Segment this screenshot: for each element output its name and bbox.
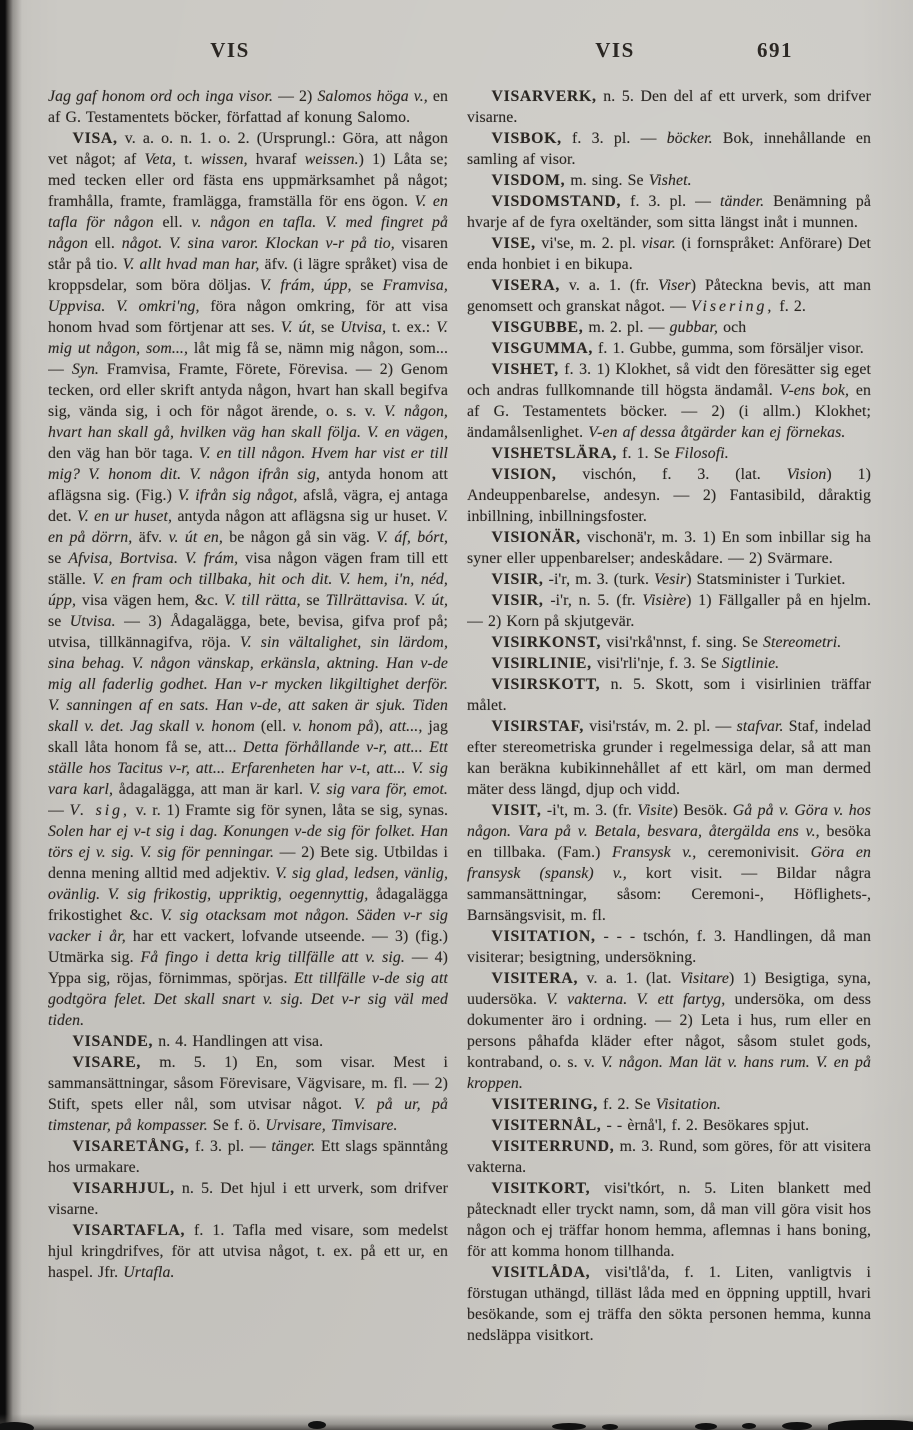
text-segment: V. sig glad, ledsen, vänlig, ovänlig. V. sig frikostig, uppriktig, oegennyttig, (48, 865, 448, 903)
text-segment: Benämning på hvarje af de fyra oxeltänder, som sitta längst inåt i munnen. (467, 193, 871, 231)
dictionary-entry (48, 1220, 448, 1283)
scan-artifact (0, 1422, 34, 1430)
text-segment: se (315, 319, 341, 336)
text-segment: äfv. (i lägre språket) visa de kroppsdelar, som böra döljas. (48, 256, 448, 294)
text-segment: V. någon. Man lät v. hans rum. V. en på kroppen. (467, 1054, 871, 1092)
dictionary-entry (467, 170, 871, 191)
text-segment: Solen har ej v-t sig i dag. Konungen v-de sig för folket. Han törs ej v. sig. V. sig för penningar. (48, 823, 448, 861)
text-segment: V. en till någon. Hvem har vist er till mig? V. honom dit. V. någon ifrån sig, (48, 445, 448, 483)
text-segment: Göra en fransysk (spansk) v., (467, 844, 871, 882)
scan-artifact (695, 1423, 717, 1430)
dictionary-entry (48, 1178, 448, 1220)
text-segment: Syn. (71, 361, 99, 378)
dictionary-entry (467, 716, 871, 800)
text-segment: f. 1. Tafla med visare, som medelst hjul kringdrifves, för att utvisa något, t. ex. på ett ur, en haspel. Jfr. (48, 1222, 448, 1281)
text-segment: visi'rkå'nnst, f. sing. Se (601, 634, 763, 651)
text-segment: V. vakterna. V. ett fartyg, (546, 991, 726, 1008)
text-segment: tänder. (720, 193, 765, 210)
headword: VISARTAFLA, (72, 1222, 186, 1239)
text-segment: f. 3. pl. — (561, 130, 667, 147)
text-segment: ) 1) Besigtiga, syna, uudersöka. (467, 970, 871, 1008)
text-segment: f. 2. Se (597, 1096, 656, 1113)
text-segment: afslå, vägra, ej antaga det. (48, 487, 448, 525)
text-segment: böcker. (666, 130, 713, 147)
text-segment: ådagalägga frikostighet &c. (48, 886, 448, 924)
headword: VISION, (491, 466, 557, 483)
text-segment: (ell. (254, 718, 293, 735)
text-segment: ell. (88, 235, 122, 252)
text-segment: en af G. Testamentets böcker, författad af konung Salomo. (48, 88, 448, 126)
dictionary-entry (467, 359, 871, 443)
headword: VISITERING, (491, 1096, 598, 1113)
text-segment: Visering, (691, 298, 775, 315)
text-segment: ceremonivisit. (696, 844, 811, 861)
text-segment: v. r. 1) Framte sig för synen, låta se sig, synas. (130, 802, 448, 819)
text-segment: Viser (658, 277, 691, 294)
headword: VISITATION, (491, 928, 596, 945)
headword: VISHET, (491, 361, 559, 378)
text-segment: V. áf, bórt, (376, 529, 448, 546)
text-segment: V. en tafla för någon (48, 193, 448, 231)
text-segment: vischón, f. 3. (lat. (556, 466, 787, 483)
text-segment: — 2) Bete sig. Utbildas i denna mening alltid med adjektiv. (48, 844, 448, 882)
dictionary-entry (467, 275, 871, 317)
headword: VISIRSKOTT, (491, 676, 601, 693)
headword: VISE, (491, 235, 536, 252)
headword: VISIRLINIE, (491, 655, 592, 672)
text-segment: f. 3. pl. — (621, 193, 721, 210)
dictionary-entry (467, 653, 871, 674)
text-segment: Urtafla. (123, 1264, 175, 1281)
text-segment: Utvisa. (69, 613, 116, 630)
text-segment: v. a. 1. (fr. (560, 277, 659, 294)
text-segment: se (351, 277, 383, 294)
text-segment: (i fornspråket: Anförare) Det enda honbiet i en bikupa. (467, 235, 871, 273)
dictionary-entry (467, 1136, 871, 1178)
text-segment: V. på ur, på timstenar, på kompasser. (48, 1096, 448, 1134)
text-segment: V-ens bok, (779, 382, 850, 399)
text-segment: weissen. (304, 151, 359, 168)
text-segment: föra någon omkring, för att visa honom hvad som förtjenar att ses. (48, 298, 448, 336)
text-segment: ) Påteckna bevis, att man genomsett och granskat något. — (467, 277, 871, 315)
text-segment: Staf, indelad efter stereometriska grunder i regelmessiga delar, så att man kan beräkna kubikinnehållet af ett kärl, om man dermed mäter dess längd, djup och vidd. (467, 718, 871, 798)
text-segment: ) Besök. (672, 802, 733, 819)
text-segment: visa någon vägen fram till ett ställe. (48, 550, 448, 588)
headword: VISITERNÅL, (491, 1117, 602, 1134)
text-segment: f. 1. Gubbe, gumma, som försäljer visor. (593, 340, 864, 357)
dictionary-entry (467, 191, 871, 233)
text-segment: Framvisa, Framte, Förete, Förevisa. — 2) Genom tecken, ord eller skrift antyda någon, hvart han skall begifva sig, vända sig, i och för något ärende, o. s. v. (48, 361, 448, 420)
text-segment: Urvisare, Timvisare. (265, 1117, 398, 1134)
text-segment: Sigtlinie. (721, 655, 780, 672)
dictionary-entry (467, 527, 871, 569)
text-segment: Visitation. (655, 1096, 721, 1113)
text-segment: f. 2. (774, 298, 806, 315)
text-segment: t. (176, 151, 201, 168)
text-segment: — 2) (273, 88, 318, 105)
text-segment: ell. (153, 214, 192, 231)
text-segment: den väg han bör taga. (48, 445, 199, 462)
text-segment: undersöka, om dess dokumenter äro i ordning. — 2) Leta i hus, rum eller en persons påhafda kläder efter något, såsom stulet gods, kontraband, o. s. v. (467, 991, 871, 1071)
text-segment: antyda honom att aflägsna sig. (Fig.) (48, 466, 448, 504)
text-segment: Få fingo i detta krig tillfälle att v. sig. (140, 949, 405, 966)
text-segment: jag skall låta honom få se, att... (48, 718, 448, 756)
text-segment: Utvisa, (340, 319, 387, 336)
headword: VISARETÅNG, (72, 1138, 190, 1155)
text-segment: Salomos höga v., (317, 88, 428, 105)
text-column-right (467, 86, 871, 1376)
text-segment: V. en fram och tillbaka, hit och dit. V. hem, i'n, néd, úpp, (48, 571, 448, 609)
dictionary-entry (467, 590, 871, 632)
text-segment: Ett tillfälle v-de sig att godtgöra felet. Det skall snart v. sig. Det v-r sig väl med tiden. (48, 970, 448, 1029)
text-segment: Vision (786, 466, 827, 483)
text-segment: visi'rstáv, m. 2. pl. — (584, 718, 737, 735)
text-segment: V. en ur huset, (77, 508, 173, 525)
headword: VISBOK, (491, 130, 562, 147)
scan-artifact (602, 1424, 618, 1430)
text-segment: Bok, innehållande en samling af visor. (467, 130, 871, 168)
text-segment: ) 1) Andeuppenbarelse, andesyn. — 2) Fantasibild, dåraktig inbillning, inbillningsfoster. (467, 466, 871, 525)
dictionary-entry (467, 443, 871, 464)
text-segment: m. 3. Rund, som göres, för att visitera vakterna. (467, 1138, 871, 1176)
text-segment: n. 4. Handlingen att visa. (153, 1033, 324, 1050)
dictionary-entry (48, 1136, 448, 1178)
text-segment: Vishet. (648, 172, 692, 189)
text-segment: visi'rli'nje, f. 3. Se (591, 655, 722, 672)
text-segment: v. a. o. n. 1. o. 2. (Ursprungl.: Göra, att någon vet något; af (48, 130, 448, 168)
text-segment: och (718, 319, 747, 336)
text-segment: Jag gaf honom ord och inga visor. (48, 88, 274, 105)
dictionary-entry (467, 674, 871, 716)
text-segment: Vesir (654, 571, 687, 588)
text-segment: V. någon, hvart han skall gå, hvilken väg han skall följa. V. en vägen, (48, 403, 448, 441)
text-segment: -i'r, m. 3. (turk. (543, 571, 655, 588)
dictionary-entry (467, 128, 871, 170)
text-segment: Filosofi. (674, 445, 729, 462)
headword: VISITKORT, (491, 1180, 591, 1197)
text-segment: antyda någon att aflägsna sig ur huset. (172, 508, 437, 525)
dictionary-entry (467, 317, 871, 338)
dictionary-entry (467, 86, 871, 128)
headword: VISIRSTAF, (491, 718, 585, 735)
dictionary-entry (467, 464, 871, 527)
headword: VISGUBBE, (491, 319, 584, 336)
text-segment: v. a. 1. (lat. (578, 970, 680, 987)
text-segment: Fransysk v., (612, 844, 697, 861)
text-segment: hvaraf (247, 151, 305, 168)
text-segment: Afvisa, Bortvisa. V. frám, (68, 550, 239, 567)
text-segment: v. någon en tafla. V. med fingret på någon (48, 214, 448, 252)
scan-artifact (742, 1423, 756, 1429)
headword: VISHETSLÄRA, (491, 445, 618, 462)
text-segment: V. till rätta, (224, 592, 301, 609)
text-segment: — (48, 802, 70, 819)
headword: VISANDE, (72, 1033, 154, 1050)
text-segment: m. 5. 1) En, som visar. Mest i sammansättningar, såsom Förevisare, Vägvisare, m. fl. — 2) Stift, spets eller nål, som utvisar något. (48, 1054, 448, 1113)
headword: VISERA, (491, 277, 561, 294)
text-segment: n. 5. Den del af ett urverk, som drifver visarne. (467, 88, 871, 126)
headword: VISIONÄR, (491, 529, 581, 546)
text-segment: Veta, (144, 151, 177, 168)
text-segment: V. allt hvad man har, (122, 256, 260, 273)
page-number: 691 (757, 38, 793, 62)
headword: VISIR, (491, 592, 544, 609)
headword: VISA, (72, 130, 118, 147)
running-title-left: VIS (210, 38, 250, 62)
dictionary-entry (467, 1094, 871, 1115)
scan-edge-left (0, 0, 22, 1430)
text-segment: V. sig vara för, emot. (308, 781, 448, 798)
dictionary-entry (467, 1115, 871, 1136)
headword: VISITLÅDA, (491, 1264, 591, 1281)
dictionary-entry (467, 569, 871, 590)
text-segment: V. en på dörrn, (48, 508, 448, 546)
text-segment: ), (373, 718, 390, 735)
text-segment: V. út, (280, 319, 316, 336)
text-segment: vischonä'r, m. 3. 1) En som inbillar sig ha syner eller uppenbarelser; andeskådare. — 2) Svärmare. (467, 529, 871, 567)
dictionary-entry (48, 1031, 448, 1052)
headword: VISARE, (72, 1054, 142, 1071)
entry-continuation (48, 86, 448, 128)
dictionary-entry (467, 800, 871, 926)
dictionary-entry (48, 128, 448, 1031)
text-segment: t. ex.: (386, 319, 437, 336)
headword: VISIR, (491, 571, 544, 588)
text-segment: kort visit. — Bildar några sammansättningar, såsom: Ceremoni-, Höflighets-, Barnsängsvisit, m. fl. (467, 865, 871, 924)
text-segment: vi'se, m. 2. pl. (535, 235, 642, 252)
text-segment: visi'tlå'da, f. 1. Liten, vanligtvis i förstugan uthängd, tilläst låda med en öppning upptill, hvari besökande, som ej träffa den sökta personen hemma, kunna nedsläppa visitkort. (467, 1264, 871, 1344)
headword: VISITERRUND, (491, 1138, 615, 1155)
text-segment: m. sing. Se (565, 172, 649, 189)
text-segment: V. frám, úpp, (259, 277, 352, 294)
text-segment: Visière (642, 592, 687, 609)
dictionary-entry (467, 632, 871, 653)
scan-artifact (552, 1423, 586, 1430)
text-segment: n. 5. Skott, som i visirlinien träffar målet. (467, 676, 871, 714)
text-segment: se (300, 592, 326, 609)
text-segment: gubbar, (669, 319, 719, 336)
text-segment: Tillrättavisa. V. út, (325, 592, 448, 609)
text-segment: — 4) Yppa sig, röjas, förnimmas, spörjas. (48, 949, 448, 987)
text-segment: v. honom på (292, 718, 374, 735)
text-segment: m. 2. pl. — (583, 319, 670, 336)
text-segment: se (48, 550, 69, 567)
dictionary-entry (467, 233, 871, 275)
text-segment: att..., (389, 718, 423, 735)
dictionary-entry (48, 1052, 448, 1136)
text-segment: låt mig få se, nämn mig någon, som... — (48, 340, 448, 378)
running-title-right: VIS (595, 38, 635, 62)
text-segment: be någon gå sin väg. (222, 529, 377, 546)
text-segment: V-en af dessa åtgärder kan ej förnekas. (588, 424, 846, 441)
text-segment: V. sin vältalighet, sin lärdom, sina behag. V. någon vänskap, erkänsla, aktning. Han v-de mig all faderlig godhet. Han v-r mycken likgiltighet derför. V. sanningen af en sats. Han v-de, att saken är sjuk. Tiden skall v. det. Jag skall v. honom (48, 634, 448, 735)
headword: VISITERA, (491, 970, 579, 987)
text-segment: V. sig otacksam mot någon. Säden v-r sig vacker i år, (48, 907, 448, 945)
text-segment: f. 1. Se (617, 445, 675, 462)
text-segment: Framvisa, Uppvisa. V. omkri'ng, (48, 277, 448, 315)
text-segment: f. 3. 1) Klokhet, så vidt den föresätter sig eget och andras fullkomnande till högsta ändamål. (467, 361, 871, 399)
scan-edge-bottom (0, 1414, 913, 1430)
text-segment: V. mig ut någon, som..., (48, 319, 448, 357)
headword: VISDOMSTAND, (491, 193, 622, 210)
text-segment: ) 1) Fällgaller på en hjelm. — 2) Korn på skjutgevär. (467, 592, 871, 630)
text-segment: Visitare (679, 970, 729, 987)
headword: VISARVERK, (491, 88, 597, 105)
scan-artifact (782, 1422, 812, 1430)
text-segment: visar. (641, 235, 676, 252)
dictionary-entry (467, 926, 871, 968)
dictionary-entry (467, 1262, 871, 1346)
headword: VISARHJUL, (72, 1180, 175, 1197)
scan-artifact (828, 1420, 913, 1430)
headword: VISIT, (491, 802, 542, 819)
text-segment: ådagalägga, att man är karl. (113, 781, 309, 798)
headword: VISGUMMA, (491, 340, 593, 357)
text-segment: V. ifrån sig något, (177, 487, 298, 504)
text-segment: en af G. Testamentets böcker. — 2) (i allm.) Klokhet; ändamålsenlighet. (467, 382, 871, 441)
headword: VISDOM, (491, 172, 566, 189)
text-segment: besöka en tillbaka. (Fam.) (467, 823, 871, 861)
text-segment: -i't, m. 3. (fr. (541, 802, 638, 819)
text-segment: Stereometri. (762, 634, 842, 651)
text-segment: tänger. (271, 1138, 316, 1155)
text-column-left (48, 86, 448, 1346)
text-segment: Se f. ö. (207, 1117, 266, 1134)
text-segment: något. V. sina varor. Klockan v-r på tio, (121, 235, 395, 252)
text-segment: Visite (637, 802, 673, 819)
text-segment: V. sig, (69, 802, 131, 819)
scan-artifact (308, 1421, 326, 1429)
text-segment: ) 1) Låta se; med tecken eller ord fästa ens uppmärksamhet på något; framhålla, framte, framlägga, framställa för ens ögon. (48, 151, 448, 210)
text-segment: Detta förhållande v-r, att... Ett ställe hos Tacitus v-r, att... Erfarenheten har v-t, att... V. sig vara karl, (48, 739, 448, 798)
text-segment: Ett slags spänntång hos urmakare. (48, 1138, 448, 1176)
headword: VISIRKONST, (491, 634, 602, 651)
text-segment: äfv. (132, 529, 169, 546)
text-segment: - - - tschón, f. 3. Handlingen, då man visiterar; besigtning, undersökning. (467, 928, 871, 966)
dictionary-entry (467, 968, 871, 1094)
text-segment: ) Statsminister i Turkiet. (686, 571, 846, 588)
text-segment: visa vägen hem, &c. (76, 592, 225, 609)
text-segment: har ett vackert, lofvande utseende. — 3) (fig.) Utmärka sig. (48, 928, 448, 966)
text-segment: -i'r, n. 5. (fr. (543, 592, 643, 609)
dictionary-entry (467, 1178, 871, 1262)
text-segment: n. 5. Det hjul i ett urverk, som drifver visarne. (48, 1180, 448, 1218)
text-segment: visaren står på tio. (48, 235, 448, 273)
text-segment: wissen, (200, 151, 248, 168)
text-segment: v. út en, (168, 529, 223, 546)
text-segment: — 3) Ådagalägga, bete, bevisa, gifva prof på; utvisa, tillkännagifva, röja. (48, 613, 448, 651)
text-segment: se (48, 613, 70, 630)
text-segment: stafvar. (736, 718, 784, 735)
text-segment: Gå på v. Göra v. hos någon. Vara på v. Betala, besvara, återgälda ens v., (467, 802, 871, 840)
text-segment: visi'tkórt, n. 5. Liten blankett med påtecknadt eller tryckt namn, som, då man vill göra visit hos någon och ej träffar honom hemma, aflemnas i hans boning, för att komma honom tillhanda. (467, 1180, 871, 1260)
dictionary-entry (467, 338, 871, 359)
text-segment: f. 3. pl. — (189, 1138, 272, 1155)
text-segment: - - èrnå'l, f. 2. Besökares spjut. (601, 1117, 810, 1134)
